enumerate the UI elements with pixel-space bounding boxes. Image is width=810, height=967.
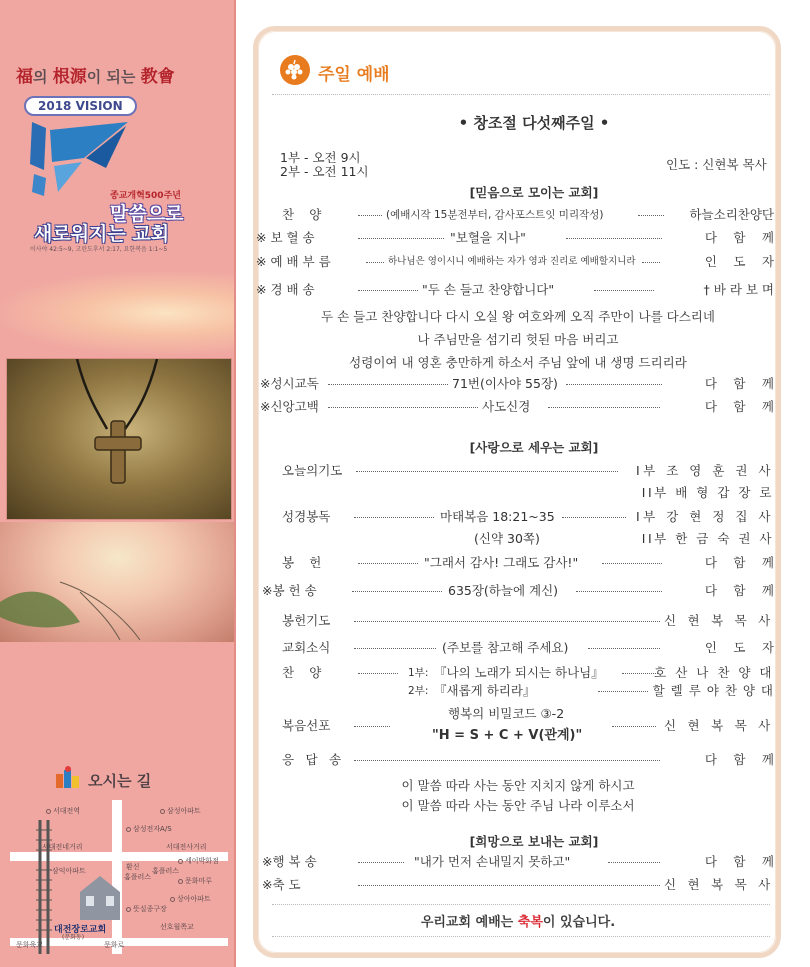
order-label: ※축 도 xyxy=(262,877,301,892)
order-label: 찬 양 xyxy=(282,665,327,680)
map-label: 서대전네거리 xyxy=(42,843,83,851)
order-person: 인 도 자 xyxy=(704,254,781,269)
leader: 인도 : 신현복 목사 xyxy=(666,157,767,172)
order-row xyxy=(256,253,781,271)
service-time-1: 1부 - 오전 9시 xyxy=(280,150,361,165)
order-row xyxy=(262,554,781,572)
order-row xyxy=(256,229,781,247)
order-row xyxy=(262,751,781,769)
map-label: 삼성전자A/S xyxy=(126,824,172,834)
reformation-anniversary: 종교개혁500주년 xyxy=(110,191,181,201)
order-detail: (예배시작 15분전부터, 감사포스트잇 미리작성) xyxy=(386,209,604,221)
order-label: 봉 헌 xyxy=(282,555,327,570)
order-detail: 635장(하늘에 계신) xyxy=(448,583,559,598)
order-person: 호 산 나 찬 양 대 xyxy=(654,665,774,680)
order-person: 인 도 자 xyxy=(704,640,781,655)
verse-references: 이사야 42:5~9, 고린도후서 2:17, 요한복음 1:1~5 xyxy=(30,246,168,253)
section-heading: [희망으로 보내는 교회] xyxy=(469,834,599,849)
motto-line-2: 새로워지는 교회 xyxy=(34,223,170,245)
order-row xyxy=(262,462,774,480)
order-person: II부 한 금 숙 권 사 xyxy=(641,531,774,546)
order-person: 다 함 께 xyxy=(704,399,781,414)
order-person: 신 현 복 목 사 xyxy=(663,877,774,892)
map-label: 서대전사거리 xyxy=(166,843,207,851)
order-label: ※ 보 혈 송 xyxy=(256,230,315,245)
map-label: 홈플러스 xyxy=(152,867,180,875)
order-label: 오늘의기도 xyxy=(282,463,343,478)
order-label: 찬 양 xyxy=(282,207,327,222)
church-marker: 대전장로교회 xyxy=(54,925,107,935)
slogan-text: 이 되는 xyxy=(86,68,141,86)
order-detail: 『새롭게 하리라』 xyxy=(434,683,536,698)
order-label: 복음선포 xyxy=(282,718,331,733)
order-row xyxy=(262,639,781,657)
subtitle: • 창조절 다섯째주일 • xyxy=(458,114,610,132)
map-label: 삼익아파트 xyxy=(52,867,86,875)
order-row xyxy=(262,530,774,548)
closing-banner xyxy=(262,911,774,930)
lyric-line: 성령이여 내 영혼 충만하게 하소서 주님 앞에 내 생명 드리리라 xyxy=(349,355,687,370)
section-heading: [믿음으로 모이는 교회] xyxy=(469,185,599,200)
order-person: 할 렐 루 야 찬 양 대 xyxy=(652,683,774,698)
order-person: 신 현 복 목 사 xyxy=(663,718,774,733)
page-title: 주일 예배 xyxy=(318,65,390,85)
service-time-2: 2부 - 오전 11시 xyxy=(280,164,369,179)
section-heading: [사랑으로 세우는 교회] xyxy=(469,440,599,455)
map-label: 문화마루 xyxy=(178,876,212,886)
order-row xyxy=(260,398,781,416)
banner-text: 이 있습니다. xyxy=(542,915,616,930)
map-label: 서대전역 xyxy=(46,806,80,816)
order-person: 다 함 께 xyxy=(704,230,781,245)
order-row xyxy=(262,508,774,526)
order-person: 신 현 복 목 사 xyxy=(663,613,774,628)
order-detail: 71번(이사야 55장) xyxy=(452,376,558,391)
order-detail: "보혈을 지나" xyxy=(450,230,526,245)
map-label: 홈플러스 xyxy=(124,873,152,881)
order-part: 2부: xyxy=(408,685,429,697)
map-label: 환신 xyxy=(126,863,140,871)
order-row xyxy=(262,876,774,894)
church-slogan xyxy=(16,62,175,87)
order-row xyxy=(262,853,781,871)
location-icon xyxy=(54,766,82,790)
order-label: 교회소식 xyxy=(282,640,331,655)
order-part: 1부: xyxy=(408,667,429,679)
order-person: 다 함 께 xyxy=(704,752,781,767)
divider xyxy=(272,94,770,95)
order-person: II부 배 형 갑 장 로 xyxy=(641,485,774,500)
order-detail: 행복의 비밀코드 ③-2 xyxy=(448,706,565,721)
order-person: 하늘소리찬양단 xyxy=(689,207,774,222)
order-detail: 마태복음 18:21~35 xyxy=(440,509,555,524)
order-person: 다 함 께 xyxy=(704,376,781,391)
slogan-text: 의 xyxy=(33,68,53,86)
order-person: 다 함 께 xyxy=(704,854,781,869)
map-label: 삼성아파트 xyxy=(160,806,201,816)
order-label: ※행 복 송 xyxy=(262,854,317,869)
decorative-flower-image xyxy=(0,272,236,354)
sidebar-panel xyxy=(0,0,236,967)
grape-icon xyxy=(280,55,310,85)
slogan-char: 福 xyxy=(16,67,33,87)
order-label: ※봉 헌 송 xyxy=(262,583,317,598)
order-detail: "두 손 들고 찬양합니다" xyxy=(422,282,555,297)
map-label: 문화육교 xyxy=(16,941,44,949)
order-row xyxy=(262,484,774,502)
order-label: ※ 경 배 송 xyxy=(256,282,315,297)
response-line: 이 말씀 따라 사는 동안 주님 나라 이루소서 xyxy=(401,798,635,813)
order-label: ※ 예 배 부 름 xyxy=(256,254,331,269)
order-detail: (신약 30쪽) xyxy=(474,531,540,546)
directions-title: 오시는 길 xyxy=(88,772,152,790)
order-row xyxy=(262,612,774,630)
banner-highlight: 축복 xyxy=(517,915,543,930)
order-person: † 바 라 보 며 xyxy=(703,282,774,297)
map-label: 문화로 xyxy=(104,941,125,949)
slogan-char: 教會 xyxy=(140,67,175,87)
order-label: 응 답 송 xyxy=(282,752,345,767)
divider xyxy=(272,936,770,937)
order-person: I부 강 현 정 집 사 xyxy=(635,509,774,524)
order-person: 다 함 께 xyxy=(704,555,781,570)
order-label: 성경봉독 xyxy=(282,509,331,524)
map-label: (문화동) xyxy=(62,934,85,941)
order-detail: (주보를 참고해 주세요) xyxy=(442,640,569,655)
order-person: I부 조 영 훈 권 사 xyxy=(635,463,774,478)
order-detail: 『나의 노래가 되시는 하나님』 xyxy=(434,665,604,680)
order-label: ※신앙고백 xyxy=(260,399,319,414)
divider xyxy=(272,904,770,905)
vision-badge: 2018 VISION xyxy=(24,96,137,116)
order-detail: 사도신경 xyxy=(482,399,531,414)
order-row xyxy=(262,582,781,600)
order-row xyxy=(262,206,774,224)
order-detail: "내가 먼저 손내밀지 못하고" xyxy=(414,854,571,869)
lyric-line: 두 손 들고 찬양합니다 다시 오실 왕 여호와께 오직 주만이 나를 다스리네 xyxy=(321,309,715,324)
order-label: 봉헌기도 xyxy=(282,613,331,628)
map-label: 상아아파트 xyxy=(170,894,211,904)
lyric-line: 나 주님만을 섬기리 헛된 마음 버리고 xyxy=(417,332,619,347)
order-detail: 하나님은 영이시니 예배하는 자가 영과 진리로 예배할지니라 xyxy=(388,256,636,267)
church-map xyxy=(10,800,228,954)
sermon-code: "H = S + C + V(관계)" xyxy=(432,728,583,743)
slogan-char: 根源 xyxy=(52,67,87,87)
order-row xyxy=(260,375,781,393)
response-line: 이 말씀 따라 사는 동안 지치지 않게 하시고 xyxy=(401,778,635,793)
order-row xyxy=(256,281,774,299)
banner-text: 우리교회 예배는 xyxy=(420,915,518,930)
map-label: 뜻실종구장 xyxy=(126,904,167,914)
order-row xyxy=(262,717,774,735)
order-row xyxy=(262,682,774,700)
order-person: 다 함 께 xyxy=(704,583,781,598)
motto-line-1: 말씀으로 xyxy=(110,203,184,225)
map-label: 선호월쪽교 xyxy=(160,923,194,931)
order-row xyxy=(262,664,774,682)
decorative-leaf-image xyxy=(0,522,236,642)
order-label: ※성시교독 xyxy=(260,376,319,391)
order-detail: "그래서 감사! 그래도 감사!" xyxy=(424,555,579,570)
map-label: 세이박화점 xyxy=(178,856,219,866)
